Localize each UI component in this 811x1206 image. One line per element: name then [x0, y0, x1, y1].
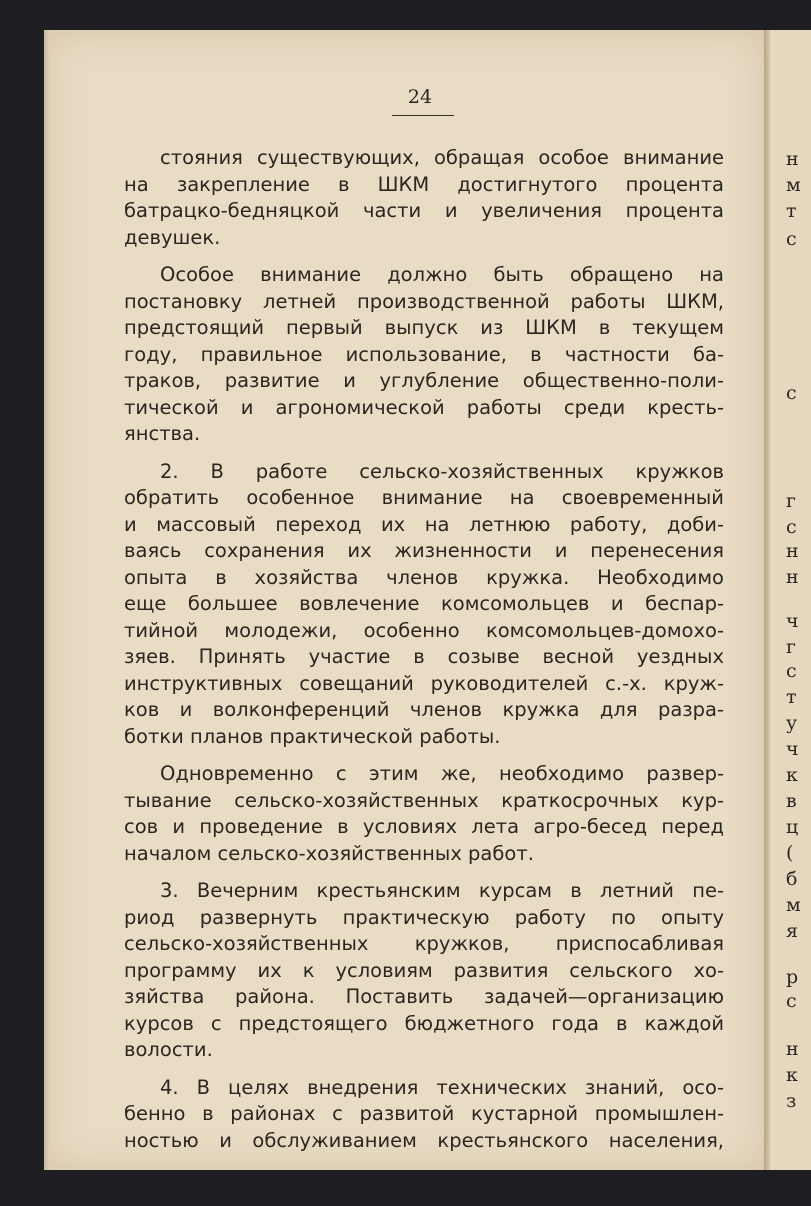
text-line: зяйства района. Поставить задачей—организацию — [124, 985, 724, 1008]
facing-page-letter: я — [786, 920, 798, 942]
text-line: девушек. — [124, 225, 221, 249]
facing-page-letter: р — [786, 966, 799, 988]
text-line: сов и проведение в условиях лета агро-бесед перед — [124, 815, 724, 838]
text-line: Одновременно с этим же, необходимо развер- — [160, 762, 724, 785]
text-line: программу их к условиям развития сельского хо- — [124, 958, 724, 982]
text-line: Особое внимание должно быть обращено на — [160, 263, 724, 286]
page-number-underline — [392, 115, 454, 116]
facing-page-letter: г — [786, 636, 796, 658]
facing-page-letter: г — [786, 490, 796, 512]
paragraph — [124, 459, 724, 751]
text-line: 3. Вечерним крестьянским курсам в летний пе- — [160, 879, 724, 902]
facing-page-letter: ( — [786, 842, 794, 864]
paragraph — [124, 262, 724, 448]
text-line: тийной молодежи, особенно комсомольцев-домохо- — [124, 618, 724, 642]
facing-page-letter: к — [786, 764, 798, 786]
text-line: стояния существующих, обращая особое внимание — [160, 146, 724, 169]
text-line: зяев. Принять участие в созыве весной уездных — [124, 645, 724, 668]
text-line: предстоящий первый выпуск из ШКМ в текущем — [124, 316, 724, 339]
paragraph — [124, 145, 724, 251]
text-line: бенно в районах с развитой кустарной промышлен- — [124, 1102, 724, 1125]
text-line: волости. — [124, 1038, 213, 1061]
facing-page-letter: у — [786, 712, 798, 734]
facing-page-letter: м — [786, 174, 801, 196]
text-line: тывание сельско-хозяйственных краткосрочных кур- — [124, 788, 724, 812]
text-line: янства. — [124, 422, 201, 445]
facing-page-letter: б — [786, 868, 798, 890]
text-line: ностью и обслуживанием крестьянского населения, — [124, 1128, 724, 1152]
facing-page-letter: н — [786, 148, 799, 170]
facing-page-letter: ч — [786, 738, 799, 760]
page-number: 24 — [407, 86, 433, 108]
facing-page-letter: н — [786, 1038, 799, 1060]
text-line: 2. В работе сельско-хозяйственных кружков — [160, 459, 724, 483]
facing-page-letter: в — [786, 790, 797, 812]
text-line: ков и волконференций членов кружка для разра- — [124, 698, 724, 721]
text-line: траков, развитие и углубление общественно-поли- — [124, 369, 724, 392]
page-edge — [44, 30, 50, 1170]
text-line: на закрепление в ШКМ достигнутого процента — [124, 172, 724, 196]
text-line: опыта в хозяйства членов кружка. Необходимо — [124, 565, 724, 589]
text-line: 4. В целях внедрения технических знаний, осо- — [160, 1075, 724, 1099]
facing-page-letter: ц — [786, 816, 799, 838]
text-line: началом сельско-хозяйственных работ. — [124, 841, 534, 865]
facing-page-letter: з — [786, 1090, 797, 1112]
facing-page-letter: с — [786, 660, 797, 682]
text-line: и массовый переход их на летнюю работу, доби- — [124, 512, 724, 536]
text-line: риод развернуть практическую работу по опыту — [124, 905, 724, 929]
facing-page-letter: н — [786, 566, 799, 588]
text-line: тической и агрономической работы среди кресть- — [124, 395, 724, 419]
text-line: постановку летней производственной работы ШКМ, — [124, 289, 724, 313]
paragraph — [124, 761, 724, 867]
facing-page-letter: с — [786, 516, 797, 538]
facing-page-letter: ч — [786, 610, 799, 632]
text-line: инструктивных совещаний руководителей с.-х. круж- — [124, 671, 724, 695]
text-line: сельско-хозяйственных кружков, приспосабливая — [124, 932, 724, 955]
facing-page-letter: н — [786, 540, 799, 562]
facing-page-letter: м — [786, 894, 801, 916]
paragraph — [124, 1075, 724, 1155]
text-line: ботки планов практической работы. — [124, 724, 501, 748]
text-line: ваясь сохранения их жизненности и перенесения — [124, 539, 724, 562]
text-line: батрацко-бедняцкой части и увеличения процента — [124, 199, 724, 222]
facing-page-letter: с — [786, 228, 797, 250]
text-line: курсов с предстоящего бюджетного года в каждой — [124, 1011, 724, 1035]
text-line: году, правильное использование, в частности ба- — [124, 342, 724, 366]
text-line: еще большее вовлечение комсомольцев и беспар- — [124, 592, 724, 615]
text-line: обратить особенное внимание на своевременный — [124, 486, 724, 509]
facing-page-letter: т — [786, 686, 797, 708]
facing-page-letter: с — [786, 990, 797, 1012]
facing-page-letter: с — [786, 382, 797, 404]
body-text — [124, 145, 724, 1165]
paragraph — [124, 878, 724, 1064]
facing-page-letter: к — [786, 1064, 798, 1086]
facing-page-letter: т — [786, 200, 797, 222]
